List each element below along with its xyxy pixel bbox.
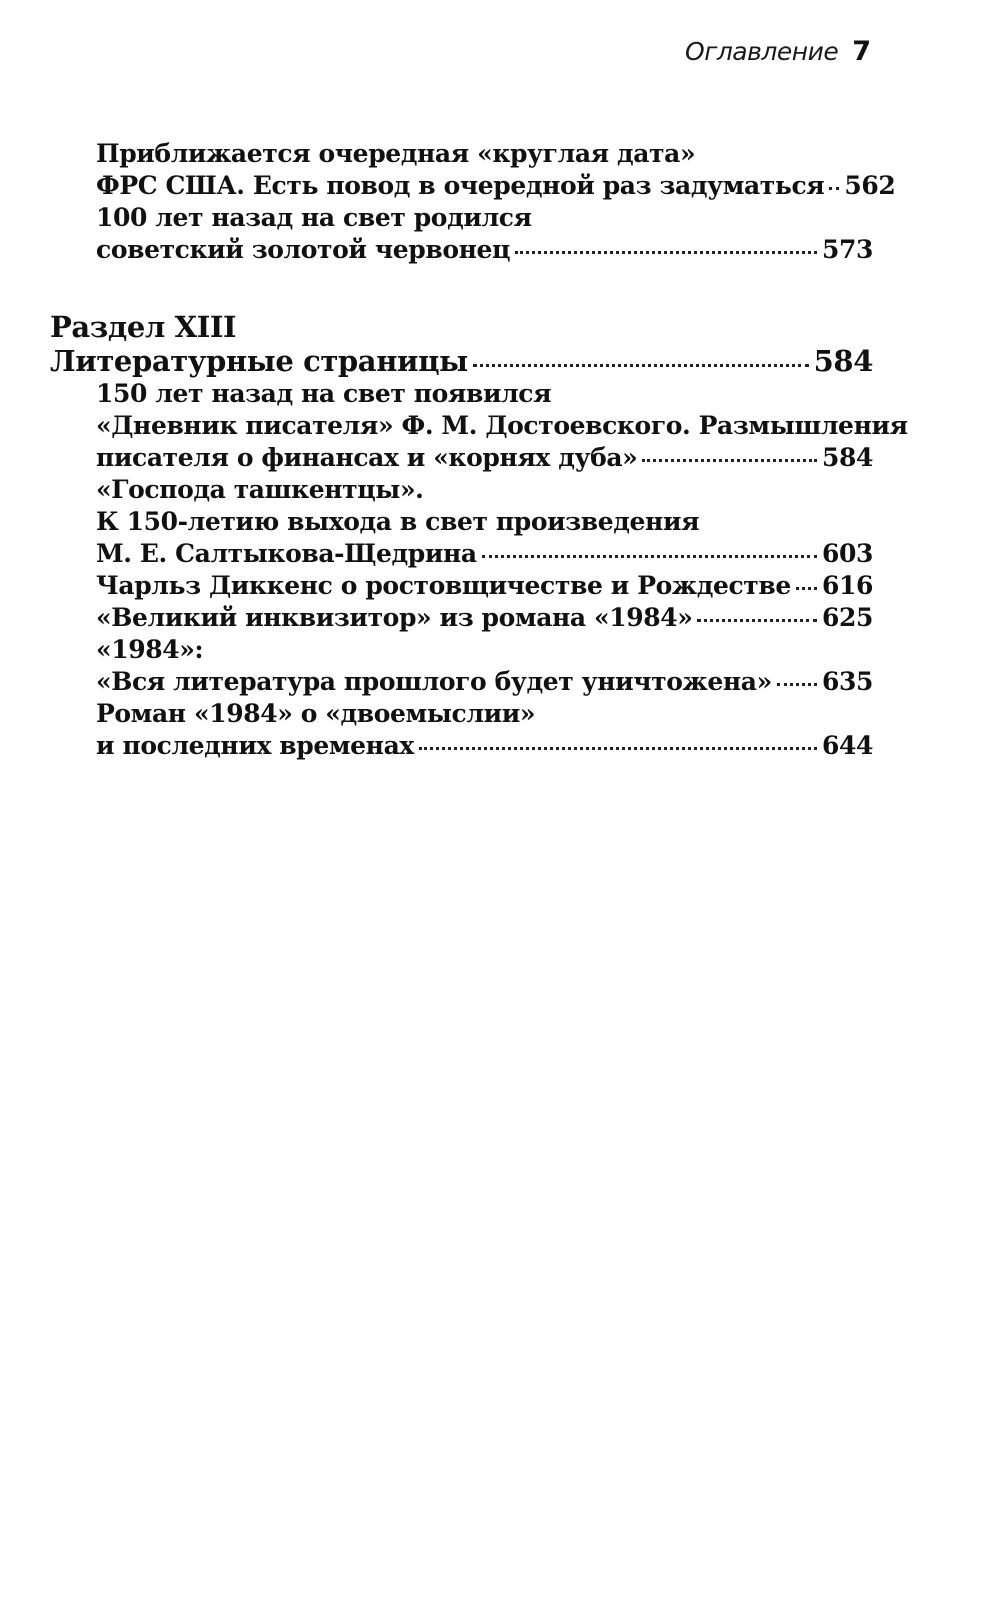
table-of-contents [0, 138, 981, 762]
dot-leader [796, 587, 817, 590]
toc-entry-page: 573 [822, 235, 873, 264]
toc-entry[interactable] [0, 570, 981, 602]
section-spacer [0, 266, 981, 310]
toc-entry-last-line [0, 602, 873, 634]
toc-entry-line: «Дневник писателя» Ф. М. Достоевского. Размышления [96, 411, 908, 440]
dot-leader [697, 619, 817, 622]
toc-entry-last-line [0, 442, 873, 474]
running-header [685, 36, 871, 67]
toc-entry-text: и последних временах [96, 731, 414, 760]
dot-leader [642, 459, 817, 462]
toc-entry-last-line [0, 170, 896, 202]
toc-entry-line: К 150-летию выхода в свет произведения [96, 507, 700, 536]
section-title-line [0, 344, 873, 378]
toc-entry-page: 616 [822, 571, 873, 600]
dot-leader [482, 555, 817, 558]
toc-entry[interactable] [0, 378, 981, 474]
toc-entry-text: Чарльз Диккенс о ростовщичестве и Рождестве [96, 571, 791, 600]
toc-entry-last-line [0, 570, 873, 602]
toc-entry-line: «Господа ташкентцы». [96, 475, 424, 504]
toc-entry-page: 584 [822, 443, 873, 472]
toc-entry-text: М. Е. Салтыкова-Щедрина [96, 539, 477, 568]
section-title: Литературные страницы [50, 344, 468, 378]
toc-entry-last-line [0, 538, 873, 570]
toc-entry-text: «Великий инквизитор» из романа «1984» [96, 603, 693, 632]
toc-entry-text: «Вся литература прошлого будет уничтожена» [96, 667, 772, 696]
toc-entry-page: 562 [844, 171, 896, 200]
toc-entry-last-line [0, 234, 873, 266]
toc-entry-page: 635 [822, 667, 873, 696]
running-header-title: Оглавление [685, 37, 839, 66]
toc-entry-line: 150 лет назад на свет появился [96, 379, 552, 408]
toc-entry[interactable] [0, 202, 981, 266]
toc-entry[interactable] [0, 474, 981, 570]
toc-entry-text: ФРС США. Есть повод в очередной раз задуматься [96, 171, 825, 200]
dot-leader [419, 747, 817, 750]
toc-entry[interactable] [0, 698, 981, 762]
toc-entry-line: 100 лет назад на свет родился [96, 203, 532, 232]
toc-entry-text: советский золотой червонец [96, 235, 511, 264]
page-number: 7 [852, 36, 871, 67]
toc-entry-last-line [0, 730, 873, 762]
toc-entry[interactable] [0, 602, 981, 634]
toc-entry-line: Роман «1984» о «двоемыслии» [96, 699, 536, 728]
toc-entry-last-line [0, 666, 873, 698]
toc-entry-line: Приближается очередная «круглая дата» [96, 139, 696, 168]
toc-entry-text: писателя о финансах и «корнях дуба» [96, 443, 638, 472]
section-label: Раздел XIII [50, 310, 237, 344]
dot-leader [515, 251, 817, 254]
dot-leader [829, 187, 839, 190]
toc-entry[interactable] [0, 138, 981, 202]
toc-entry-page: 644 [822, 731, 873, 760]
dot-leader [777, 683, 817, 686]
toc-entry-page: 603 [822, 539, 873, 568]
toc-entry-page: 625 [822, 603, 873, 632]
toc-entry-line: «1984»: [96, 635, 204, 664]
toc-section[interactable] [0, 310, 981, 378]
dot-leader [473, 364, 809, 367]
section-page: 584 [813, 344, 873, 378]
toc-entry[interactable] [0, 634, 981, 698]
